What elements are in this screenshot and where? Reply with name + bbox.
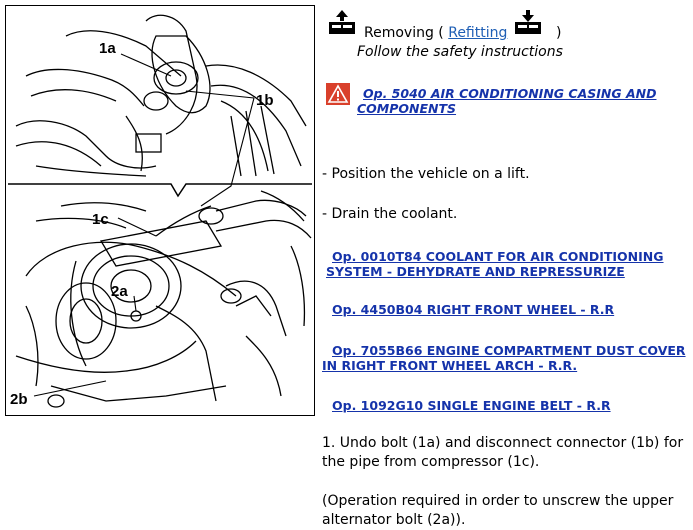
label-1b: 1b	[256, 92, 274, 109]
technical-illustration	[5, 5, 315, 416]
step-drain: - Drain the coolant.	[322, 206, 458, 222]
warning-icon	[326, 83, 350, 105]
link-op-7055b66[interactable]: Op. 7055B66 ENGINE COMPARTMENT DUST COVER IN RIGHT FRONT WHEEL ARCH - R.R.	[322, 343, 686, 373]
link-op-1092g10[interactable]: Op. 1092G10 SINGLE ENGINE BELT - R.R	[332, 398, 611, 413]
link-op-0010t84[interactable]: Op. 0010T84 COOLANT FOR AIR CONDITIONING SYSTEM - DEHYDRATE AND REPRESSURIZE	[326, 249, 664, 279]
nav-line	[364, 25, 507, 41]
label-2a: 2a	[111, 283, 128, 300]
compressor-diagram	[6, 6, 314, 415]
label-1c: 1c	[92, 211, 109, 228]
label-1a: 1a	[99, 40, 116, 57]
link-op-5040[interactable]: Op. 5040 AIR CONDITIONING CASING AND COMPONENTS	[357, 86, 657, 116]
label-2b: 2b	[10, 391, 28, 408]
link-op-4450b04[interactable]: Op. 4450B04 RIGHT FRONT WHEEL - R.R	[332, 302, 615, 317]
removing-icon[interactable]	[328, 9, 356, 35]
refitting-link[interactable]: Refitting	[448, 25, 508, 41]
step-1-instruction: 1. Undo bolt (1a) and disconnect connector (1b) for the pipe from compressor (1c).	[322, 435, 684, 470]
refitting-icon[interactable]	[514, 9, 542, 35]
step-1-note: (Operation required in order to unscrew the upper alternator bolt (2a)).	[322, 493, 674, 528]
procedure-panel	[322, 6, 692, 528]
removing-text: Removing (	[364, 25, 444, 41]
step-lift: - Position the vehicle on a lift.	[322, 166, 530, 182]
close-paren: )	[556, 25, 562, 41]
nav-header	[322, 6, 692, 60]
safety-instructions: Follow the safety instructions	[357, 44, 563, 60]
